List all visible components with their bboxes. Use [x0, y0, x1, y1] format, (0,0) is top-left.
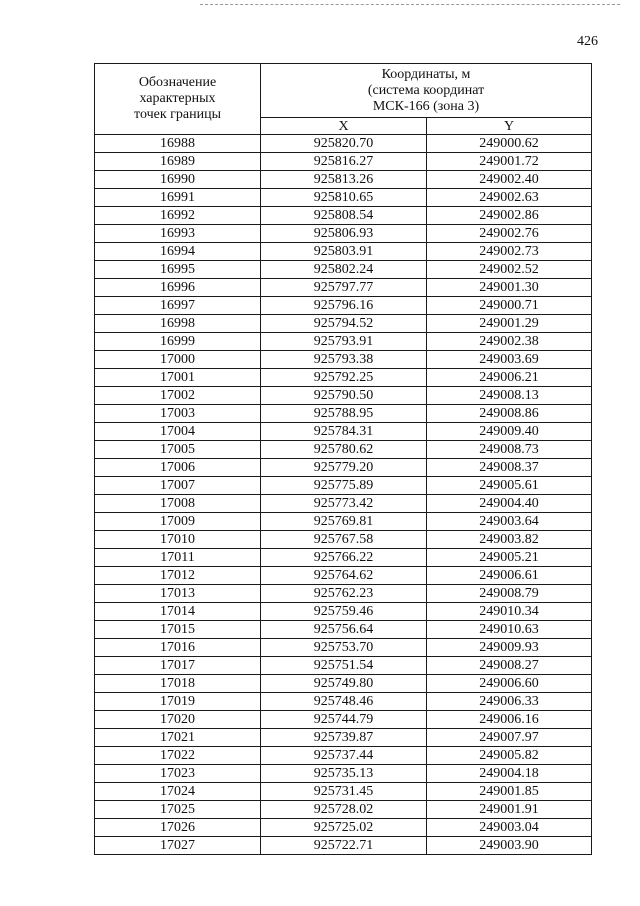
x-coordinate-cell: 925751.54 [261, 657, 427, 675]
table-row [95, 693, 592, 711]
point-id-cell: 17014 [95, 603, 261, 621]
table-row [95, 423, 592, 441]
x-coordinate-cell: 925739.87 [261, 729, 427, 747]
x-coordinate-cell: 925775.89 [261, 477, 427, 495]
table-body [95, 135, 592, 855]
point-id-cell: 16991 [95, 189, 261, 207]
point-header-line-1: Обозначение [138, 75, 217, 90]
y-coordinate-cell: 249002.38 [427, 333, 592, 351]
y-coordinate-cell: 249008.37 [427, 459, 592, 477]
y-coordinate-cell: 249003.90 [427, 837, 592, 855]
table-row [95, 207, 592, 225]
point-header-line-3: точек границы [134, 107, 221, 122]
y-coordinate-cell: 249010.34 [427, 603, 592, 621]
table-row [95, 531, 592, 549]
table-row [95, 351, 592, 369]
y-coordinate-cell: 249001.29 [427, 315, 592, 333]
y-coordinate-cell: 249007.97 [427, 729, 592, 747]
y-coordinate-cell: 249001.85 [427, 783, 592, 801]
table-row [95, 783, 592, 801]
table-row [95, 801, 592, 819]
point-id-cell: 16998 [95, 315, 261, 333]
table-row [95, 765, 592, 783]
point-id-cell: 17020 [95, 711, 261, 729]
point-id-cell: 16988 [95, 135, 261, 153]
table-row [95, 297, 592, 315]
table-row [95, 405, 592, 423]
x-coordinate-cell: 925788.95 [261, 405, 427, 423]
y-coordinate-cell: 249005.61 [427, 477, 592, 495]
table-row [95, 333, 592, 351]
table-row [95, 135, 592, 153]
x-coordinate-cell: 925779.20 [261, 459, 427, 477]
point-id-cell: 17010 [95, 531, 261, 549]
x-coordinate-cell: 925816.27 [261, 153, 427, 171]
y-coordinate-cell: 249008.79 [427, 585, 592, 603]
table-header [95, 64, 592, 135]
point-id-cell: 17007 [95, 477, 261, 495]
table-row [95, 837, 592, 855]
table-row [95, 441, 592, 459]
table-row [95, 729, 592, 747]
y-coordinate-cell: 249002.76 [427, 225, 592, 243]
point-id-cell: 17016 [95, 639, 261, 657]
x-coordinate-cell: 925766.22 [261, 549, 427, 567]
y-coordinate-cell: 249006.33 [427, 693, 592, 711]
coordinates-header [261, 64, 592, 118]
table-row [95, 171, 592, 189]
point-id-cell: 16999 [95, 333, 261, 351]
point-id-cell: 17022 [95, 747, 261, 765]
point-id-cell: 17021 [95, 729, 261, 747]
table-row [95, 549, 592, 567]
x-coordinate-cell: 925790.50 [261, 387, 427, 405]
y-coordinate-cell: 249008.73 [427, 441, 592, 459]
x-coordinate-cell: 925722.71 [261, 837, 427, 855]
point-id-cell: 17004 [95, 423, 261, 441]
x-coordinate-cell: 925793.38 [261, 351, 427, 369]
y-coordinate-cell: 249005.21 [427, 549, 592, 567]
table-row [95, 621, 592, 639]
y-coordinate-cell: 249006.61 [427, 567, 592, 585]
y-coordinate-cell: 249001.30 [427, 279, 592, 297]
point-id-cell: 17026 [95, 819, 261, 837]
point-header-line-2: характерных [139, 91, 216, 106]
y-coordinate-cell: 249002.73 [427, 243, 592, 261]
point-id-cell: 17019 [95, 693, 261, 711]
coords-header-line-3: МСК-166 (зона 3) [372, 98, 480, 114]
x-coordinate-cell: 925802.24 [261, 261, 427, 279]
point-id-cell: 17009 [95, 513, 261, 531]
x-coordinate-cell: 925756.64 [261, 621, 427, 639]
y-coordinate-cell: 249000.71 [427, 297, 592, 315]
point-id-cell: 16995 [95, 261, 261, 279]
point-id-cell: 16994 [95, 243, 261, 261]
point-id-cell: 16992 [95, 207, 261, 225]
table-row [95, 153, 592, 171]
point-designation-header [95, 64, 261, 135]
y-coordinate-cell: 249004.40 [427, 495, 592, 513]
coords-header-line-1: Координаты, м [381, 66, 471, 82]
point-id-cell: 17006 [95, 459, 261, 477]
y-coordinate-cell: 249006.16 [427, 711, 592, 729]
x-coordinate-cell: 925725.02 [261, 819, 427, 837]
point-id-cell: 17024 [95, 783, 261, 801]
y-coordinate-cell: 249008.13 [427, 387, 592, 405]
x-coordinate-cell: 925767.58 [261, 531, 427, 549]
table-row [95, 747, 592, 765]
x-coordinate-cell: 925748.46 [261, 693, 427, 711]
y-coordinate-cell: 249001.72 [427, 153, 592, 171]
x-coordinate-cell: 925793.91 [261, 333, 427, 351]
point-id-cell: 17018 [95, 675, 261, 693]
y-coordinate-cell: 249002.86 [427, 207, 592, 225]
y-coordinate-cell: 249000.62 [427, 135, 592, 153]
y-coordinate-cell: 249003.04 [427, 819, 592, 837]
point-id-cell: 17012 [95, 567, 261, 585]
point-id-cell: 17002 [95, 387, 261, 405]
y-coordinate-cell: 249002.63 [427, 189, 592, 207]
table-row [95, 513, 592, 531]
table-row [95, 585, 592, 603]
table-row [95, 495, 592, 513]
table-row [95, 387, 592, 405]
x-coordinate-cell: 925764.62 [261, 567, 427, 585]
point-id-cell: 17011 [95, 549, 261, 567]
x-coordinate-cell: 925806.93 [261, 225, 427, 243]
point-id-cell: 17023 [95, 765, 261, 783]
x-coordinate-cell: 925737.44 [261, 747, 427, 765]
y-coordinate-cell: 249009.40 [427, 423, 592, 441]
x-coordinate-cell: 925731.45 [261, 783, 427, 801]
x-coordinate-cell: 925759.46 [261, 603, 427, 621]
point-id-cell: 17027 [95, 837, 261, 855]
table-row [95, 657, 592, 675]
y-coordinate-cell: 249001.91 [427, 801, 592, 819]
x-coordinate-cell: 925808.54 [261, 207, 427, 225]
x-column-header: X [261, 118, 427, 135]
table-row [95, 639, 592, 657]
point-id-cell: 17003 [95, 405, 261, 423]
x-coordinate-cell: 925769.81 [261, 513, 427, 531]
coords-header-line-2: (система координат [367, 82, 485, 98]
y-coordinate-cell: 249008.27 [427, 657, 592, 675]
y-coordinate-cell: 249003.64 [427, 513, 592, 531]
table-row [95, 603, 592, 621]
top-scan-rule [200, 4, 620, 5]
y-coordinate-cell: 249006.60 [427, 675, 592, 693]
y-coordinate-cell: 249009.93 [427, 639, 592, 657]
table-row [95, 261, 592, 279]
page-number: 426 [577, 34, 598, 49]
y-coordinate-cell: 249003.82 [427, 531, 592, 549]
x-coordinate-cell: 925810.65 [261, 189, 427, 207]
table-row [95, 315, 592, 333]
point-id-cell: 16996 [95, 279, 261, 297]
x-coordinate-cell: 925749.80 [261, 675, 427, 693]
y-coordinate-cell: 249006.21 [427, 369, 592, 387]
point-id-cell: 17015 [95, 621, 261, 639]
point-id-cell: 17025 [95, 801, 261, 819]
point-id-cell: 16997 [95, 297, 261, 315]
point-id-cell: 17000 [95, 351, 261, 369]
table-row [95, 675, 592, 693]
table-row [95, 189, 592, 207]
x-coordinate-cell: 925762.23 [261, 585, 427, 603]
y-coordinate-cell: 249004.18 [427, 765, 592, 783]
point-id-cell: 17005 [95, 441, 261, 459]
x-coordinate-cell: 925813.26 [261, 171, 427, 189]
x-coordinate-cell: 925797.77 [261, 279, 427, 297]
x-coordinate-cell: 925735.13 [261, 765, 427, 783]
x-coordinate-cell: 925773.42 [261, 495, 427, 513]
x-coordinate-cell: 925744.79 [261, 711, 427, 729]
point-id-cell: 16989 [95, 153, 261, 171]
y-coordinate-cell: 249002.52 [427, 261, 592, 279]
x-coordinate-cell: 925820.70 [261, 135, 427, 153]
point-id-cell: 17013 [95, 585, 261, 603]
x-coordinate-cell: 925794.52 [261, 315, 427, 333]
x-coordinate-cell: 925803.91 [261, 243, 427, 261]
table-row [95, 279, 592, 297]
table-row [95, 369, 592, 387]
x-coordinate-cell: 925792.25 [261, 369, 427, 387]
y-coordinate-cell: 249008.86 [427, 405, 592, 423]
x-coordinate-cell: 925796.16 [261, 297, 427, 315]
y-coordinate-cell: 249010.63 [427, 621, 592, 639]
y-column-header: Y [427, 118, 592, 135]
y-coordinate-cell: 249003.69 [427, 351, 592, 369]
coordinates-table [94, 63, 592, 855]
point-id-cell: 16993 [95, 225, 261, 243]
point-id-cell: 17001 [95, 369, 261, 387]
x-coordinate-cell: 925780.62 [261, 441, 427, 459]
x-coordinate-cell: 925784.31 [261, 423, 427, 441]
table-row [95, 477, 592, 495]
y-coordinate-cell: 249005.82 [427, 747, 592, 765]
table-row [95, 225, 592, 243]
y-coordinate-cell: 249002.40 [427, 171, 592, 189]
table-row [95, 711, 592, 729]
point-id-cell: 17017 [95, 657, 261, 675]
point-id-cell: 16990 [95, 171, 261, 189]
table-row [95, 567, 592, 585]
x-coordinate-cell: 925753.70 [261, 639, 427, 657]
point-id-cell: 17008 [95, 495, 261, 513]
table-row [95, 243, 592, 261]
table-row [95, 459, 592, 477]
x-coordinate-cell: 925728.02 [261, 801, 427, 819]
table-row [95, 819, 592, 837]
